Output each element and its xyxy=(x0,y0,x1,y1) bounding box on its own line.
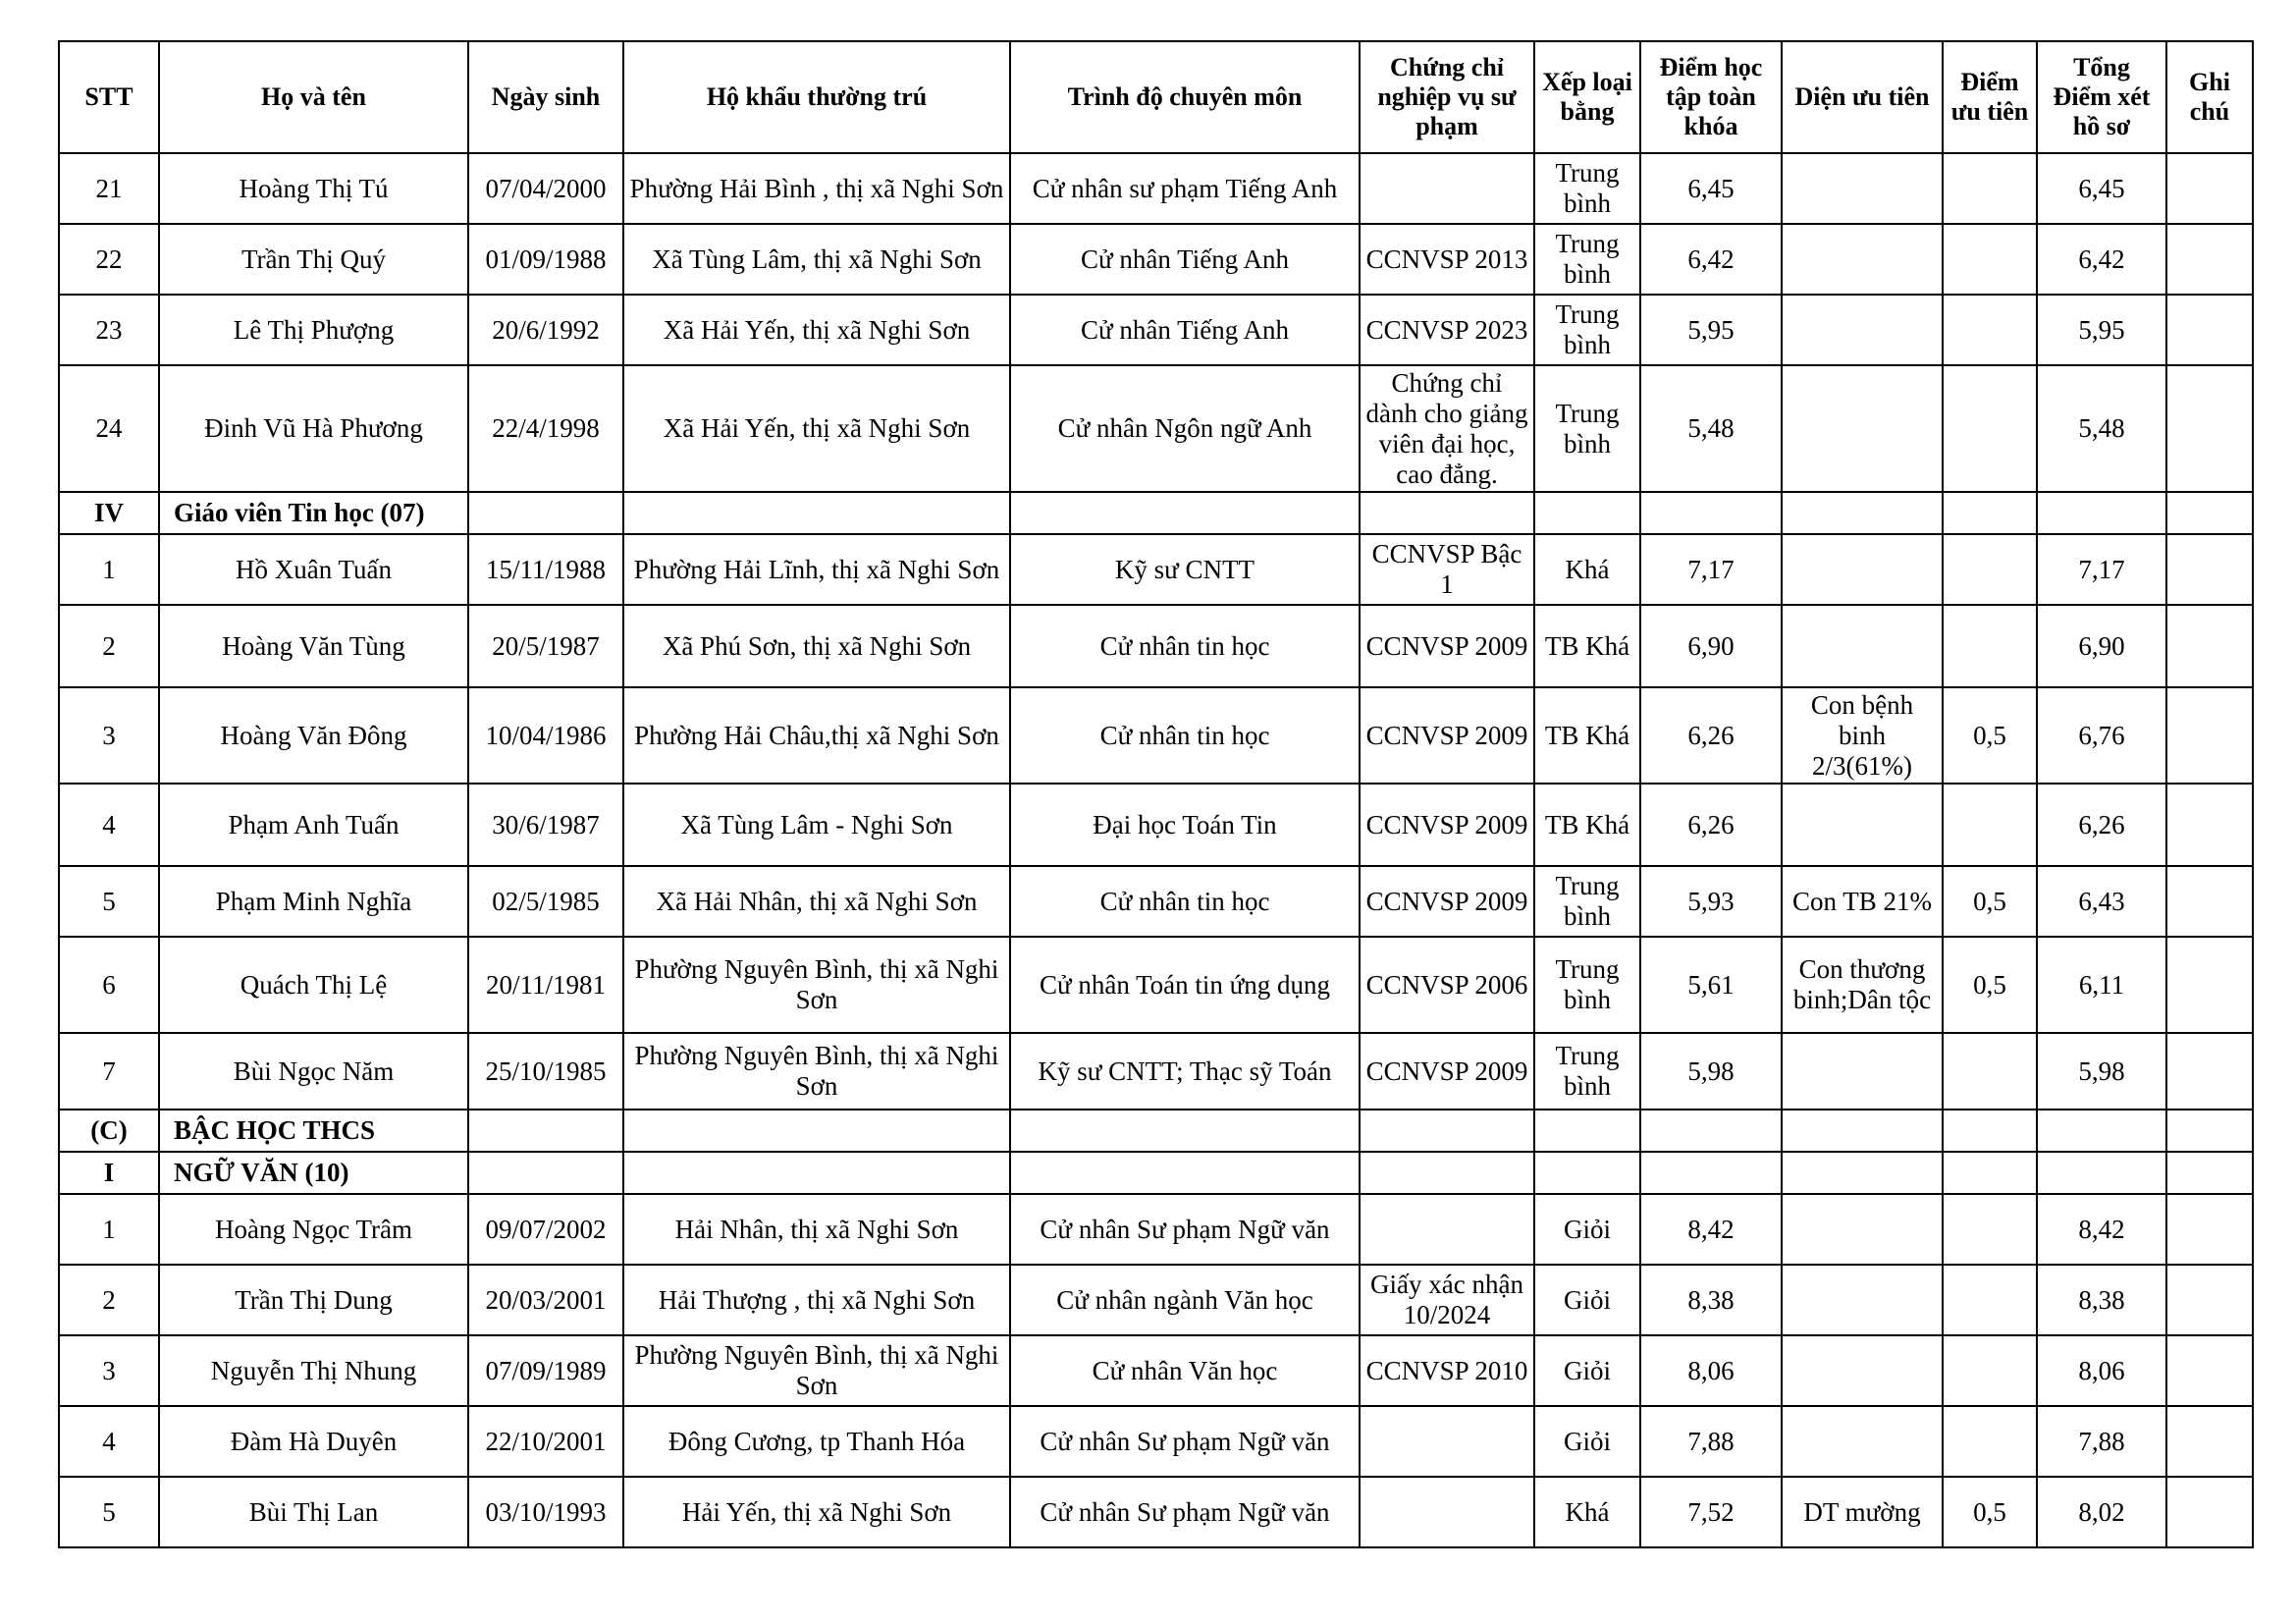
cell-priority-group xyxy=(1782,1194,1943,1265)
group-title: NGỮ VĂN (10) xyxy=(159,1152,468,1194)
group-title: BẬC HỌC THCS xyxy=(159,1110,468,1152)
cell-certificate xyxy=(1360,1194,1534,1265)
header-note: Ghi chú xyxy=(2166,41,2253,153)
cell-grade: Giỏi xyxy=(1534,1194,1640,1265)
empty-cell xyxy=(1360,492,1534,534)
cell-total: 8,02 xyxy=(2037,1477,2166,1547)
cell-priority-group xyxy=(1782,1033,1943,1110)
cell-stt: 3 xyxy=(59,687,159,784)
header-residence: Hộ khẩu thường trú xyxy=(623,41,1010,153)
cell-study-score: 6,42 xyxy=(1640,224,1782,295)
empty-cell xyxy=(623,1152,1010,1194)
cell-priority-group xyxy=(1782,295,1943,365)
table-row xyxy=(59,1194,2253,1265)
cell-qualification: Cử nhân sư phạm Tiếng Anh xyxy=(1010,153,1360,224)
cell-qualification: Cử nhân Tiếng Anh xyxy=(1010,224,1360,295)
cell-priority-points xyxy=(1943,784,2037,866)
cell-dob: 22/4/1998 xyxy=(468,365,623,492)
cell-priority-group: Con bệnh binh 2/3(61%) xyxy=(1782,687,1943,784)
cell-study-score: 5,61 xyxy=(1640,937,1782,1033)
header-stt: STT xyxy=(59,41,159,153)
table-row xyxy=(59,153,2253,224)
cell-study-score: 6,26 xyxy=(1640,687,1782,784)
cell-priority-points xyxy=(1943,1033,2037,1110)
cell-certificate: CCNVSP 2013 xyxy=(1360,224,1534,295)
empty-cell xyxy=(1010,492,1360,534)
cell-grade: Trung bình xyxy=(1534,1033,1640,1110)
table-row xyxy=(59,784,2253,866)
group-title: Giáo viên Tin học (07) xyxy=(159,492,468,534)
cell-grade: Trung bình xyxy=(1534,153,1640,224)
cell-name: Bùi Thị Lan xyxy=(159,1477,468,1547)
cell-name: Hồ Xuân Tuấn xyxy=(159,534,468,605)
empty-cell xyxy=(2166,1110,2253,1152)
empty-cell xyxy=(2166,1152,2253,1194)
cell-total: 6,76 xyxy=(2037,687,2166,784)
empty-cell xyxy=(1534,1152,1640,1194)
cell-priority-group xyxy=(1782,1335,1943,1406)
cell-priority-points xyxy=(1943,295,2037,365)
cell-note xyxy=(2166,937,2253,1033)
group-row xyxy=(59,1152,2253,1194)
empty-cell xyxy=(1640,1110,1782,1152)
cell-total: 7,17 xyxy=(2037,534,2166,605)
cell-name: Đinh Vũ Hà Phương xyxy=(159,365,468,492)
cell-total: 5,48 xyxy=(2037,365,2166,492)
table-row xyxy=(59,1477,2253,1547)
cell-name: Nguyễn Thị Nhung xyxy=(159,1335,468,1406)
group-row xyxy=(59,492,2253,534)
cell-grade: Trung bình xyxy=(1534,866,1640,937)
cell-grade: Giỏi xyxy=(1534,1406,1640,1477)
cell-certificate xyxy=(1360,153,1534,224)
group-number: IV xyxy=(59,492,159,534)
cell-study-score: 8,06 xyxy=(1640,1335,1782,1406)
cell-residence: Phường Nguyên Bình, thị xã Nghi Sơn xyxy=(623,1033,1010,1110)
cell-dob: 03/10/1993 xyxy=(468,1477,623,1547)
cell-name: Bùi Ngọc Năm xyxy=(159,1033,468,1110)
cell-grade: TB Khá xyxy=(1534,687,1640,784)
cell-grade: Trung bình xyxy=(1534,224,1640,295)
cell-qualification: Cử nhân Toán tin ứng dụng xyxy=(1010,937,1360,1033)
cell-grade: Giỏi xyxy=(1534,1265,1640,1335)
cell-residence: Hải Yến, thị xã Nghi Sơn xyxy=(623,1477,1010,1547)
cell-total: 6,43 xyxy=(2037,866,2166,937)
cell-grade: Trung bình xyxy=(1534,295,1640,365)
cell-study-score: 5,93 xyxy=(1640,866,1782,937)
cell-name: Hoàng Văn Đông xyxy=(159,687,468,784)
cell-certificate: CCNVSP 2010 xyxy=(1360,1335,1534,1406)
cell-dob: 09/07/2002 xyxy=(468,1194,623,1265)
empty-cell xyxy=(1534,1110,1640,1152)
cell-dob: 25/10/1985 xyxy=(468,1033,623,1110)
cell-residence: Xã Hải Nhân, thị xã Nghi Sơn xyxy=(623,866,1010,937)
cell-priority-points xyxy=(1943,365,2037,492)
candidate-table xyxy=(58,40,2254,1548)
cell-grade: Khá xyxy=(1534,1477,1640,1547)
cell-note xyxy=(2166,1477,2253,1547)
group-number: I xyxy=(59,1152,159,1194)
group-row xyxy=(59,1110,2253,1152)
cell-dob: 15/11/1988 xyxy=(468,534,623,605)
cell-stt: 6 xyxy=(59,937,159,1033)
empty-cell xyxy=(1360,1110,1534,1152)
table-row xyxy=(59,295,2253,365)
cell-stt: 22 xyxy=(59,224,159,295)
cell-note xyxy=(2166,784,2253,866)
cell-study-score: 7,17 xyxy=(1640,534,1782,605)
cell-note xyxy=(2166,1335,2253,1406)
header-dob: Ngày sinh xyxy=(468,41,623,153)
table-row xyxy=(59,1335,2253,1406)
cell-residence: Xã Tùng Lâm - Nghi Sơn xyxy=(623,784,1010,866)
cell-grade: Trung bình xyxy=(1534,937,1640,1033)
cell-name: Quách Thị Lệ xyxy=(159,937,468,1033)
table-body xyxy=(59,153,2253,1547)
table-row xyxy=(59,1406,2253,1477)
cell-study-score: 8,42 xyxy=(1640,1194,1782,1265)
cell-grade: TB Khá xyxy=(1534,784,1640,866)
cell-study-score: 6,90 xyxy=(1640,605,1782,687)
cell-priority-points: 0,5 xyxy=(1943,1477,2037,1547)
cell-residence: Phường Hải Châu,thị xã Nghi Sơn xyxy=(623,687,1010,784)
empty-cell xyxy=(1010,1152,1360,1194)
cell-note xyxy=(2166,1265,2253,1335)
cell-stt: 4 xyxy=(59,784,159,866)
cell-stt: 1 xyxy=(59,1194,159,1265)
cell-certificate xyxy=(1360,1406,1534,1477)
empty-cell xyxy=(1943,1152,2037,1194)
cell-name: Hoàng Thị Tú xyxy=(159,153,468,224)
cell-name: Hoàng Ngọc Trâm xyxy=(159,1194,468,1265)
cell-priority-points xyxy=(1943,534,2037,605)
cell-name: Đàm Hà Duyên xyxy=(159,1406,468,1477)
cell-priority-points xyxy=(1943,605,2037,687)
cell-priority-points xyxy=(1943,1335,2037,1406)
cell-name: Phạm Minh Nghĩa xyxy=(159,866,468,937)
cell-stt: 2 xyxy=(59,1265,159,1335)
empty-cell xyxy=(1640,1152,1782,1194)
header-study-score: Điểm học tập toàn khóa xyxy=(1640,41,1782,153)
cell-dob: 20/5/1987 xyxy=(468,605,623,687)
cell-priority-group: Con TB 21% xyxy=(1782,866,1943,937)
cell-certificate: CCNVSP Bậc 1 xyxy=(1360,534,1534,605)
cell-dob: 02/5/1985 xyxy=(468,866,623,937)
cell-priority-points xyxy=(1943,224,2037,295)
cell-stt: 5 xyxy=(59,1477,159,1547)
empty-cell xyxy=(2037,1152,2166,1194)
cell-certificate: Chứng chỉ dành cho giảng viên đại học, cao đẳng. xyxy=(1360,365,1534,492)
cell-stt: 2 xyxy=(59,605,159,687)
cell-residence: Xã Phú Sơn, thị xã Nghi Sơn xyxy=(623,605,1010,687)
cell-total: 6,26 xyxy=(2037,784,2166,866)
cell-qualification: Cử nhân tin học xyxy=(1010,687,1360,784)
cell-qualification: Cử nhân tin học xyxy=(1010,605,1360,687)
table-row xyxy=(59,687,2253,784)
cell-study-score: 7,88 xyxy=(1640,1406,1782,1477)
cell-priority-group xyxy=(1782,365,1943,492)
cell-qualification: Đại học Toán Tin xyxy=(1010,784,1360,866)
cell-study-score: 6,45 xyxy=(1640,153,1782,224)
cell-dob: 07/04/2000 xyxy=(468,153,623,224)
header-priority-points: Điểm ưu tiên xyxy=(1943,41,2037,153)
cell-priority-group: DT mường xyxy=(1782,1477,1943,1547)
cell-note xyxy=(2166,534,2253,605)
cell-priority-group xyxy=(1782,153,1943,224)
cell-stt: 3 xyxy=(59,1335,159,1406)
empty-cell xyxy=(623,1110,1010,1152)
header-grade: Xếp loại bằng xyxy=(1534,41,1640,153)
cell-qualification: Cử nhân Văn học xyxy=(1010,1335,1360,1406)
cell-total: 6,11 xyxy=(2037,937,2166,1033)
cell-residence: Phường Hải Lĩnh, thị xã Nghi Sơn xyxy=(623,534,1010,605)
cell-total: 5,95 xyxy=(2037,295,2166,365)
cell-priority-group xyxy=(1782,534,1943,605)
cell-qualification: Cử nhân Sư phạm Ngữ văn xyxy=(1010,1406,1360,1477)
cell-study-score: 5,95 xyxy=(1640,295,1782,365)
cell-name: Phạm Anh Tuấn xyxy=(159,784,468,866)
cell-residence: Xã Tùng Lâm, thị xã Nghi Sơn xyxy=(623,224,1010,295)
cell-qualification: Cử nhân Ngôn ngữ Anh xyxy=(1010,365,1360,492)
header-row xyxy=(59,41,2253,153)
cell-priority-points xyxy=(1943,1406,2037,1477)
cell-name: Lê Thị Phượng xyxy=(159,295,468,365)
table-row xyxy=(59,1033,2253,1110)
cell-note xyxy=(2166,1194,2253,1265)
cell-note xyxy=(2166,605,2253,687)
cell-residence: Phường Hải Bình , thị xã Nghi Sơn xyxy=(623,153,1010,224)
cell-qualification: Kỹ sư CNTT; Thạc sỹ Toán xyxy=(1010,1033,1360,1110)
cell-total: 8,06 xyxy=(2037,1335,2166,1406)
cell-residence: Hải Nhân, thị xã Nghi Sơn xyxy=(623,1194,1010,1265)
cell-certificate: Giấy xác nhận 10/2024 xyxy=(1360,1265,1534,1335)
cell-note xyxy=(2166,224,2253,295)
cell-certificate: CCNVSP 2023 xyxy=(1360,295,1534,365)
empty-cell xyxy=(1640,492,1782,534)
empty-cell xyxy=(1782,1110,1943,1152)
cell-dob: 07/09/1989 xyxy=(468,1335,623,1406)
empty-cell xyxy=(1534,492,1640,534)
cell-dob: 30/6/1987 xyxy=(468,784,623,866)
table-row xyxy=(59,866,2253,937)
cell-total: 8,38 xyxy=(2037,1265,2166,1335)
cell-note xyxy=(2166,866,2253,937)
table-row xyxy=(59,1265,2253,1335)
cell-priority-group xyxy=(1782,224,1943,295)
cell-study-score: 6,26 xyxy=(1640,784,1782,866)
cell-qualification: Kỹ sư CNTT xyxy=(1010,534,1360,605)
cell-priority-group xyxy=(1782,605,1943,687)
empty-cell xyxy=(1782,1152,1943,1194)
header-total: Tổng Điểm xét hồ sơ xyxy=(2037,41,2166,153)
cell-dob: 10/04/1986 xyxy=(468,687,623,784)
cell-priority-points xyxy=(1943,1194,2037,1265)
cell-residence: Phường Nguyên Bình, thị xã Nghi Sơn xyxy=(623,1335,1010,1406)
cell-dob: 20/11/1981 xyxy=(468,937,623,1033)
table-row xyxy=(59,224,2253,295)
cell-stt: 21 xyxy=(59,153,159,224)
table-row xyxy=(59,534,2253,605)
cell-priority-points xyxy=(1943,153,2037,224)
cell-grade: Trung bình xyxy=(1534,365,1640,492)
empty-cell xyxy=(2037,492,2166,534)
cell-grade: Giỏi xyxy=(1534,1335,1640,1406)
cell-note xyxy=(2166,1406,2253,1477)
cell-note xyxy=(2166,153,2253,224)
cell-priority-group xyxy=(1782,1406,1943,1477)
cell-stt: 23 xyxy=(59,295,159,365)
cell-total: 6,90 xyxy=(2037,605,2166,687)
cell-total: 6,42 xyxy=(2037,224,2166,295)
header-certificate: Chứng chỉ nghiệp vụ sư phạm xyxy=(1360,41,1534,153)
cell-residence: Xã Hải Yến, thị xã Nghi Sơn xyxy=(623,295,1010,365)
cell-total: 7,88 xyxy=(2037,1406,2166,1477)
cell-certificate: CCNVSP 2009 xyxy=(1360,866,1534,937)
cell-priority-group xyxy=(1782,784,1943,866)
empty-cell xyxy=(623,492,1010,534)
cell-priority-points: 0,5 xyxy=(1943,687,2037,784)
empty-cell xyxy=(1782,492,1943,534)
cell-residence: Đông Cương, tp Thanh Hóa xyxy=(623,1406,1010,1477)
cell-study-score: 5,48 xyxy=(1640,365,1782,492)
cell-note xyxy=(2166,295,2253,365)
empty-cell xyxy=(1943,1110,2037,1152)
cell-dob: 22/10/2001 xyxy=(468,1406,623,1477)
cell-qualification: Cử nhân ngành Văn học xyxy=(1010,1265,1360,1335)
cell-name: Trần Thị Dung xyxy=(159,1265,468,1335)
cell-certificate: CCNVSP 2009 xyxy=(1360,687,1534,784)
empty-cell xyxy=(1360,1152,1534,1194)
cell-note xyxy=(2166,687,2253,784)
empty-cell xyxy=(468,1152,623,1194)
cell-stt: 4 xyxy=(59,1406,159,1477)
cell-certificate: CCNVSP 2009 xyxy=(1360,784,1534,866)
cell-grade: Khá xyxy=(1534,534,1640,605)
header-qualification: Trình độ chuyên môn xyxy=(1010,41,1360,153)
header-priority-group: Diện ưu tiên xyxy=(1782,41,1943,153)
cell-certificate: CCNVSP 2006 xyxy=(1360,937,1534,1033)
cell-dob: 20/6/1992 xyxy=(468,295,623,365)
cell-qualification: Cử nhân tin học xyxy=(1010,866,1360,937)
cell-total: 5,98 xyxy=(2037,1033,2166,1110)
empty-cell xyxy=(468,1110,623,1152)
cell-qualification: Cử nhân Sư phạm Ngữ văn xyxy=(1010,1477,1360,1547)
cell-priority-points: 0,5 xyxy=(1943,866,2037,937)
cell-qualification: Cử nhân Tiếng Anh xyxy=(1010,295,1360,365)
cell-certificate xyxy=(1360,1477,1534,1547)
empty-cell xyxy=(1943,492,2037,534)
cell-priority-points xyxy=(1943,1265,2037,1335)
empty-cell xyxy=(2037,1110,2166,1152)
empty-cell xyxy=(1010,1110,1360,1152)
cell-priority-points: 0,5 xyxy=(1943,937,2037,1033)
cell-grade: TB Khá xyxy=(1534,605,1640,687)
cell-dob: 01/09/1988 xyxy=(468,224,623,295)
cell-dob: 20/03/2001 xyxy=(468,1265,623,1335)
cell-priority-group: Con thương binh;Dân tộc xyxy=(1782,937,1943,1033)
group-number: (C) xyxy=(59,1110,159,1152)
cell-name: Trần Thị Quý xyxy=(159,224,468,295)
cell-total: 6,45 xyxy=(2037,153,2166,224)
table-row xyxy=(59,365,2253,492)
cell-certificate: CCNVSP 2009 xyxy=(1360,1033,1534,1110)
cell-qualification: Cử nhân Sư phạm Ngữ văn xyxy=(1010,1194,1360,1265)
cell-note xyxy=(2166,1033,2253,1110)
empty-cell xyxy=(2166,492,2253,534)
cell-stt: 24 xyxy=(59,365,159,492)
cell-note xyxy=(2166,365,2253,492)
cell-stt: 7 xyxy=(59,1033,159,1110)
empty-cell xyxy=(468,492,623,534)
cell-residence: Phường Nguyên Bình, thị xã Nghi Sơn xyxy=(623,937,1010,1033)
cell-study-score: 8,38 xyxy=(1640,1265,1782,1335)
table-row xyxy=(59,605,2253,687)
table-row xyxy=(59,937,2253,1033)
header-name: Họ và tên xyxy=(159,41,468,153)
cell-priority-group xyxy=(1782,1265,1943,1335)
cell-certificate: CCNVSP 2009 xyxy=(1360,605,1534,687)
cell-total: 8,42 xyxy=(2037,1194,2166,1265)
cell-study-score: 7,52 xyxy=(1640,1477,1782,1547)
cell-name: Hoàng Văn Tùng xyxy=(159,605,468,687)
cell-stt: 5 xyxy=(59,866,159,937)
cell-residence: Xã Hải Yến, thị xã Nghi Sơn xyxy=(623,365,1010,492)
cell-stt: 1 xyxy=(59,534,159,605)
cell-residence: Hải Thượng , thị xã Nghi Sơn xyxy=(623,1265,1010,1335)
cell-study-score: 5,98 xyxy=(1640,1033,1782,1110)
